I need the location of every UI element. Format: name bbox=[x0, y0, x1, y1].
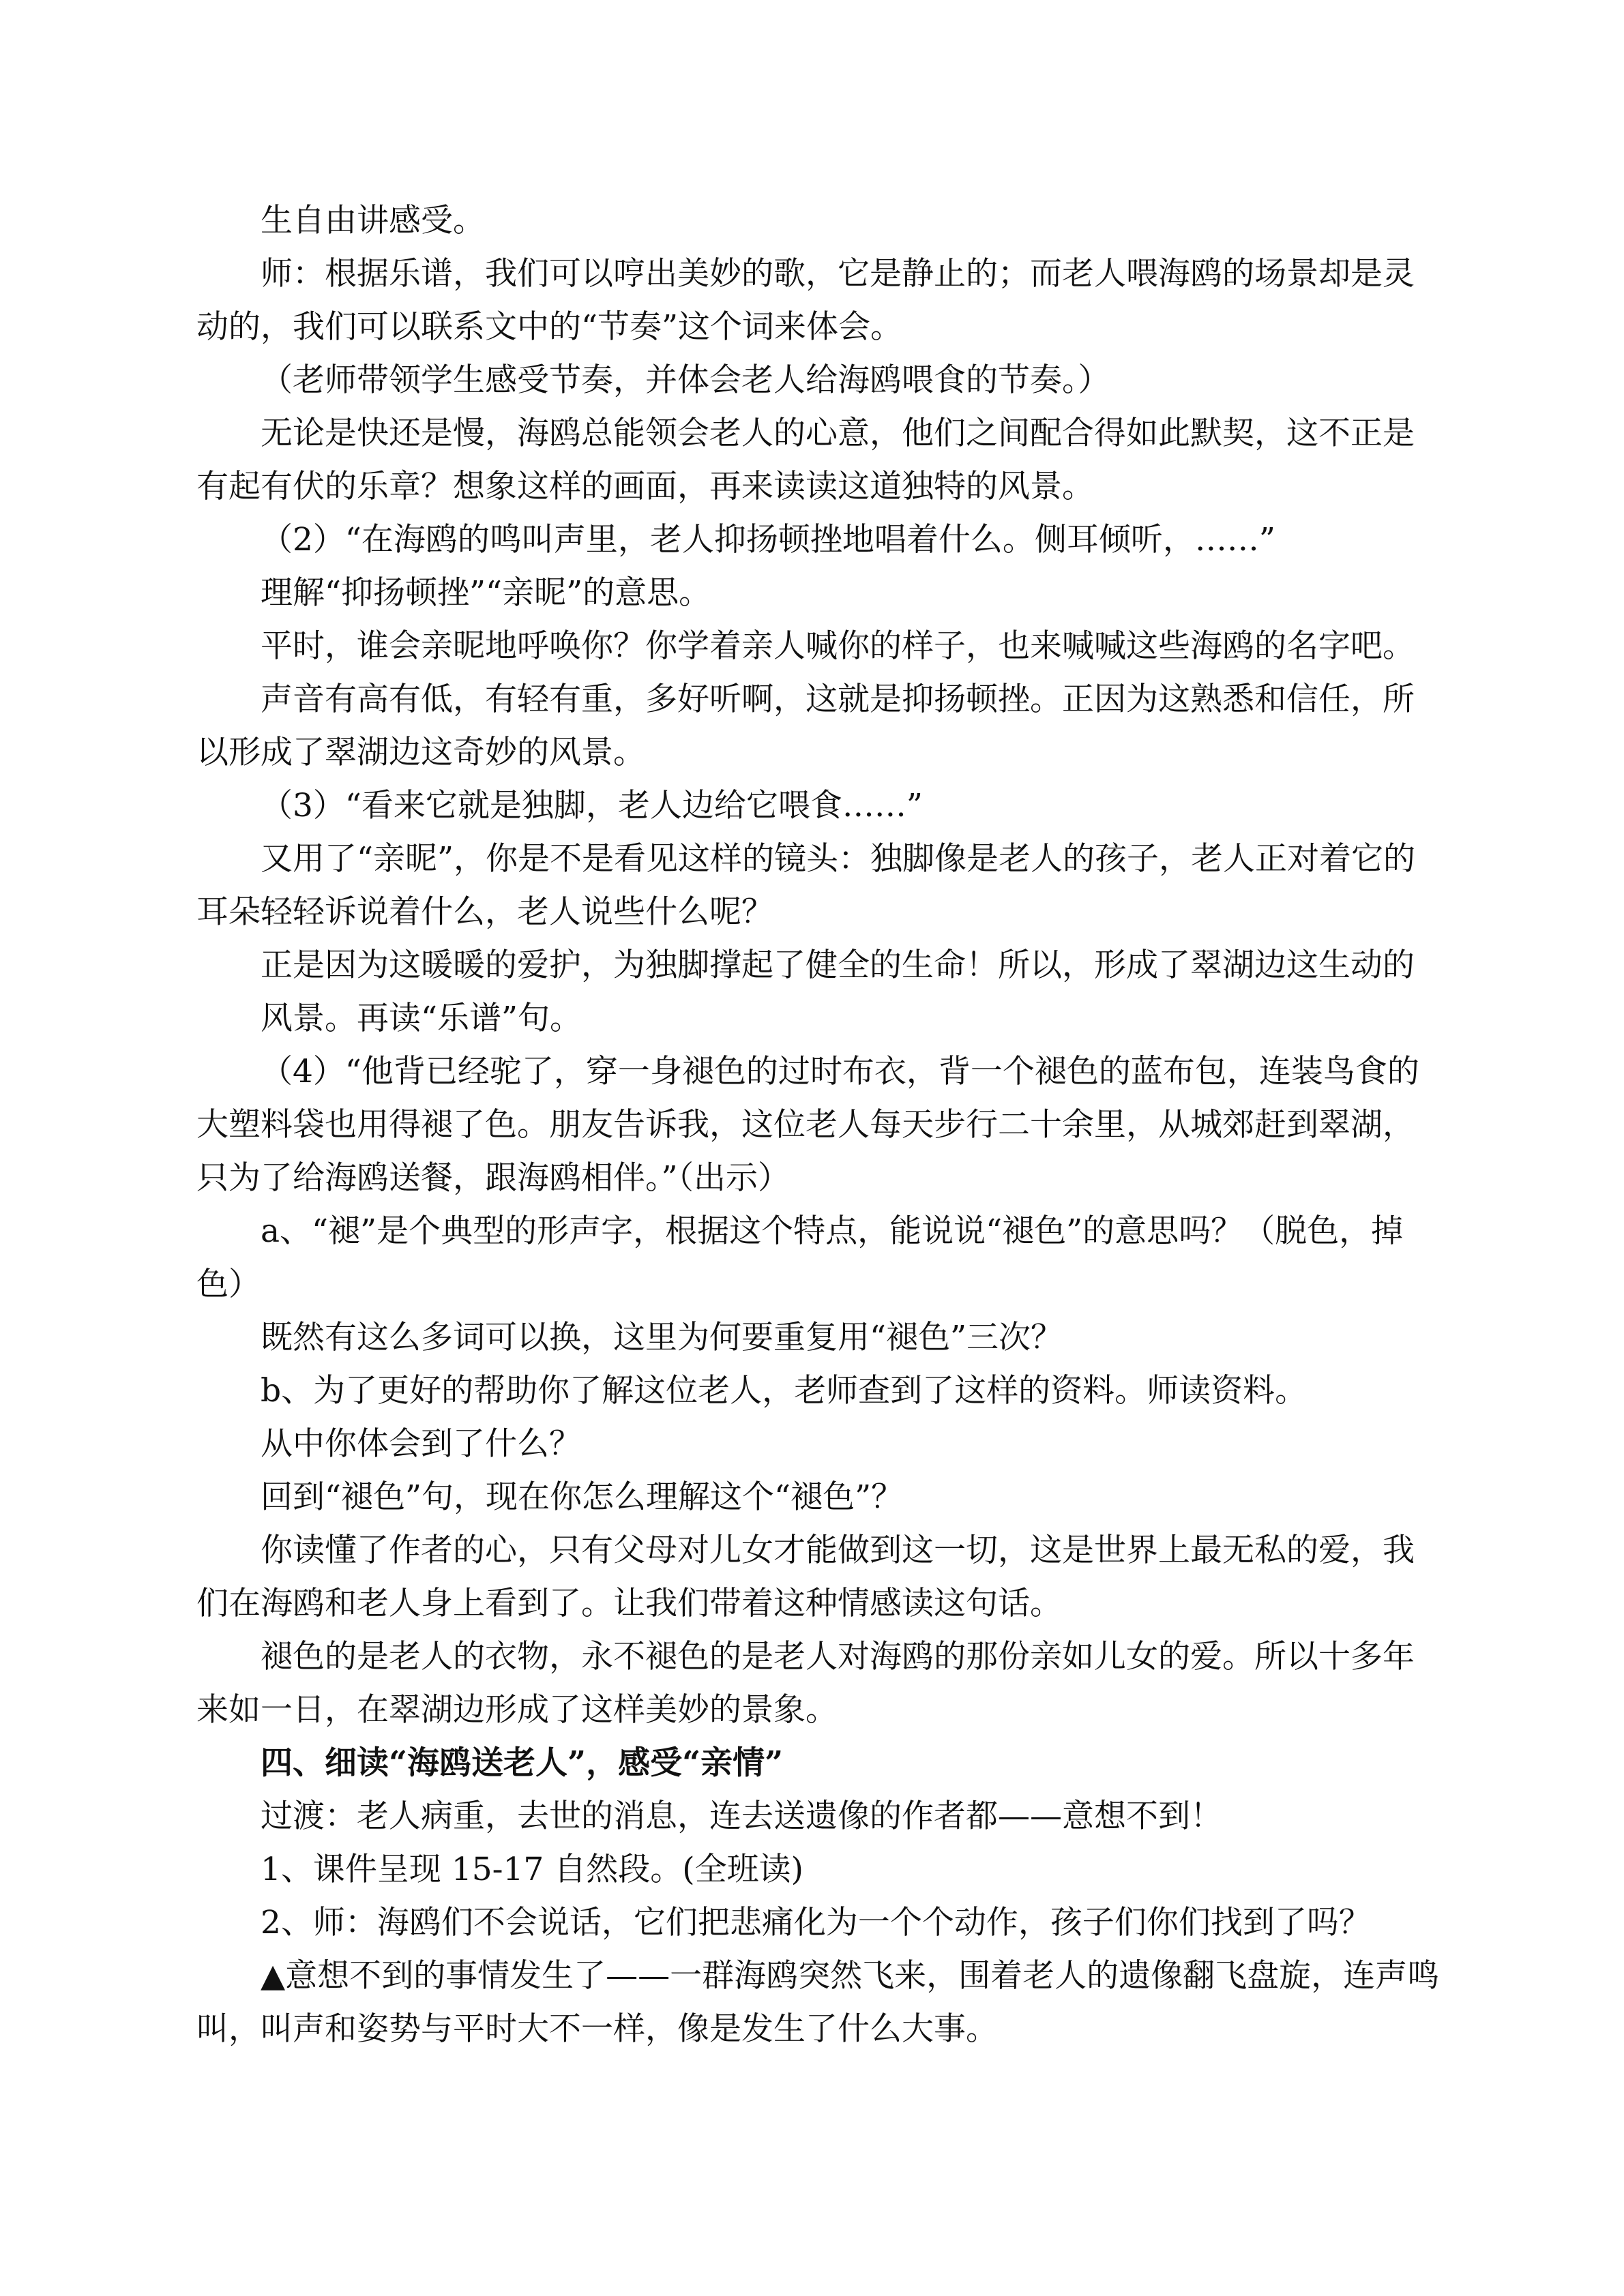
paragraph: 声音有高有低，有轻有重，多好听啊，这就是抑扬顿挫。正因为这熟悉和信任，所以形成了翠湖边这奇妙的风景。 bbox=[196, 681, 1415, 771]
paragraph: 又用了“亲昵”，你是不是看见这样的镜头：独脚像是老人的孩子，老人正对着它的耳朵轻轻诉说着什么，老人说些什么呢？ bbox=[196, 840, 1416, 931]
paragraph: 平时，谁会亲昵地呼唤你？你学着亲人喊你的样子，也来喊喊这些海鸥的名字吧。 bbox=[261, 627, 1415, 665]
paragraph: 1、课件呈现 15-17 自然段。(全班读) bbox=[261, 1851, 803, 1888]
paragraph: a、“褪”是个典型的形声字，根据这个特点，能说说“褪色”的意思吗？（脱色，掉色） bbox=[196, 1212, 1404, 1303]
paragraph: 从中你体会到了什么？ bbox=[261, 1425, 581, 1463]
paragraph: （4）“他背已经驼了，穿一身褪色的过时布衣，背一个褪色的蓝布包，连装鸟食的大塑料袋也用得褪了色。朋友告诉我，这位老人每天步行二十余里，从城郊赶到翠湖，只为了给海鸥送餐，跟海鸥相伴。”（出示） bbox=[196, 1053, 1419, 1197]
paragraph: 回到“褪色”句，现在你怎么理解这个“褪色”？ bbox=[261, 1478, 904, 1516]
paragraph: 生自由讲感受。 bbox=[261, 202, 485, 239]
paragraph: 既然有这么多词可以换，这里为何要重复用“褪色”三次？ bbox=[261, 1319, 1063, 1356]
paragraph: 过渡：老人病重，去世的消息，连去送遗像的作者都——意想不到！ bbox=[261, 1798, 1222, 1835]
paragraph: 你读懂了作者的心，只有父母对儿女才能做到这一切，这是世界上最无私的爱，我们在海鸥和老人身上看到了。让我们带着这种情感读这句话。 bbox=[196, 1532, 1415, 1622]
paragraph: 褪色的是老人的衣物，永不褪色的是老人对海鸥的那份亲如儿女的爱。所以十多年来如一日，在翠湖边形成了这样美妙的景象。 bbox=[196, 1638, 1415, 1729]
paragraph: 师：根据乐谱，我们可以哼出美妙的歌，它是静止的；而老人喂海鸥的场景却是灵动的，我们可以联系文中的“节奏”这个词来体会。 bbox=[196, 255, 1415, 346]
paragraph: b、为了更好的帮助你了解这位老人，老师查到了这样的资料。师读资料。 bbox=[261, 1372, 1308, 1410]
paragraph: 2、师：海鸥们不会说话，它们把悲痛化为一个个动作，孩子们你们找到了吗？ bbox=[261, 1904, 1371, 1941]
paragraph: 风景。再读“乐谱”句。 bbox=[261, 1000, 582, 1037]
paragraph: （2）“在海鸥的鸣叫声里，老人抑扬顿挫地唱着什么。侧耳倾听，……” bbox=[261, 521, 1275, 558]
paragraph: ▲意想不到的事情发生了——一群海鸥突然飞来，围着老人的遗像翻飞盘旋，连声鸣叫，叫声和姿势与平时大不一样，像是发生了什么大事。 bbox=[196, 1957, 1440, 2048]
section-heading: 四、细读“海鸥送老人”，感受“亲情” bbox=[261, 1744, 784, 1782]
paragraph: 理解“抑扬顿挫”“亲昵”的意思。 bbox=[261, 574, 711, 612]
paragraph: （3）“看来它就是独脚，老人边给它喂食……” bbox=[261, 787, 923, 824]
paragraph: （老师带领学生感受节奏，并体会老人给海鸥喂食的节奏。） bbox=[261, 361, 1110, 399]
paragraph: 正是因为这暖暖的爱护，为独脚撑起了健全的生命！所以，形成了翠湖边这生动的 bbox=[261, 946, 1415, 984]
document-body bbox=[196, 194, 1445, 2056]
paragraph: 无论是快还是慢，海鸥总能领会老人的心意，他们之间配合得如此默契，这不正是有起有伏的乐章？想象这样的画面，再来读读这道独特的风景。 bbox=[196, 415, 1415, 505]
